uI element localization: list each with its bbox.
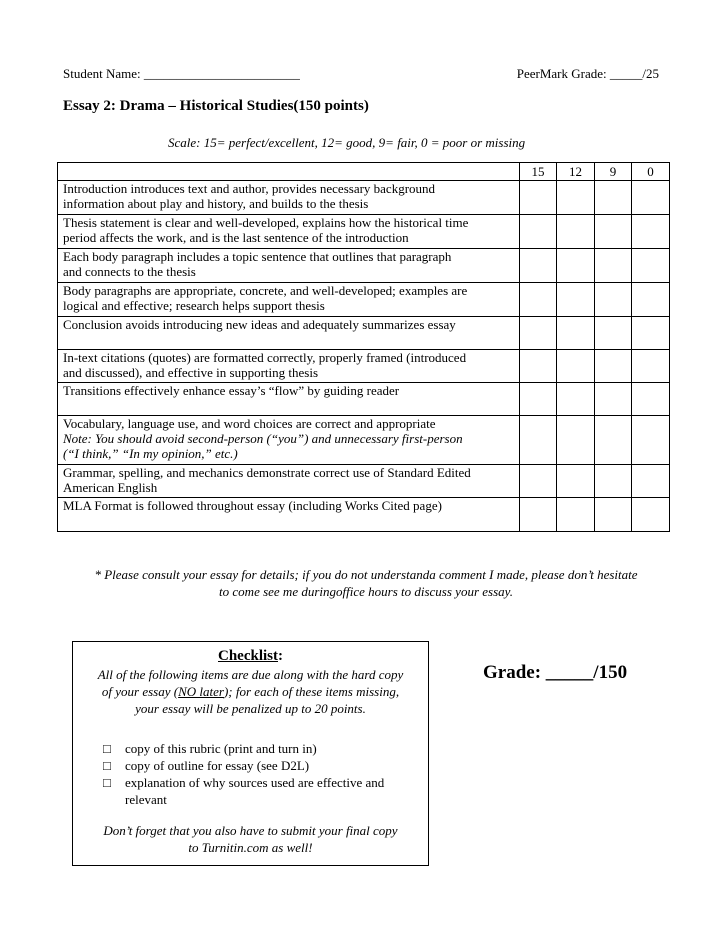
score-9-cell[interactable] [595, 215, 632, 249]
criterion-line: Grammar, spelling, and mechanics demonstrate correct use of Standard Edited [63, 465, 471, 480]
criterion-cell [58, 416, 520, 465]
criterion-cell [58, 465, 520, 498]
checklist-intro-line-2 [81, 683, 420, 700]
page-title: Essay 2: Drama – Historical Studies(150 points) [63, 98, 369, 114]
rubric-row [58, 416, 670, 465]
score-9-cell[interactable] [595, 283, 632, 317]
score-15-cell[interactable] [520, 498, 557, 532]
score-header-12: 12 [557, 163, 595, 181]
rubric-row [58, 350, 670, 383]
score-15-cell[interactable] [520, 283, 557, 317]
checkbox-icon: □ [103, 741, 111, 756]
criterion-line: period affects the work, and is the last sentence of the introduction [63, 230, 409, 245]
score-9-cell[interactable] [595, 465, 632, 498]
scale-legend: Scale: 15= perfect/excellent, 12= good, 9= fair, 0 = poor or missing [168, 135, 526, 150]
criterion-cell [58, 350, 520, 383]
checklist-footer-line-1: Don’t forget that you also have to submit your final copy [103, 823, 398, 838]
score-0-cell[interactable] [632, 249, 670, 283]
checklist-title [73, 648, 428, 665]
criterion-cell [58, 283, 520, 317]
checklist-intro-post: ); for each of these items missing, [223, 684, 400, 699]
rubric-row [58, 317, 670, 350]
score-0-cell[interactable] [632, 498, 670, 532]
score-9-cell[interactable] [595, 249, 632, 283]
score-12-cell[interactable] [557, 498, 595, 532]
score-15-cell[interactable] [520, 181, 557, 215]
checklist-footer-line-2: to Turnitin.com as well! [188, 840, 313, 855]
criteria-header-cell [58, 163, 520, 181]
score-15-cell[interactable] [520, 416, 557, 465]
score-0-cell[interactable] [632, 181, 670, 215]
criterion-line: logical and effective; research helps support thesis [63, 298, 325, 313]
checklist-item [103, 740, 420, 757]
criterion-cell [58, 383, 520, 416]
checklist-intro-pre: of your essay ( [101, 684, 179, 699]
criterion-line: MLA Format is followed throughout essay (including Works Cited page) [63, 498, 442, 513]
rubric-row [58, 215, 670, 249]
criterion-line: (“I think,” “In my opinion,” etc.) [63, 446, 238, 461]
score-12-cell[interactable] [557, 181, 595, 215]
checklist-intro [81, 666, 420, 717]
rubric-row [58, 249, 670, 283]
checklist-title-colon: : [278, 648, 283, 664]
score-9-cell[interactable] [595, 181, 632, 215]
score-9-cell[interactable] [595, 317, 632, 350]
checkbox-icon: □ [103, 775, 111, 790]
score-15-cell[interactable] [520, 215, 557, 249]
rubric-row [58, 498, 670, 532]
rubric-row [58, 465, 670, 498]
score-9-cell[interactable] [595, 498, 632, 532]
rubric-table [57, 162, 670, 532]
consult-note-line-1: * Please consult your essay for details; if you do not understanda comment I made, please don’t hesitate [94, 567, 638, 582]
criterion-line: and discussed), and effective in supporting thesis [63, 365, 319, 380]
score-12-cell[interactable] [557, 465, 595, 498]
criterion-line: Thesis statement is clear and well-developed, explains how the historical time [63, 215, 469, 230]
score-12-cell[interactable] [557, 416, 595, 465]
consult-note-line-2: to come see me duringoffice hours to discuss your essay. [219, 584, 513, 599]
score-0-cell[interactable] [632, 215, 670, 249]
score-15-cell[interactable] [520, 249, 557, 283]
checklist-item-label: copy of outline for essay (see D2L) [125, 758, 310, 773]
criterion-line: Body paragraphs are appropriate, concrete, and well-developed; examples are [63, 283, 468, 298]
checklist-items [103, 740, 420, 808]
rubric-row [58, 181, 670, 215]
score-15-cell[interactable] [520, 465, 557, 498]
score-12-cell[interactable] [557, 215, 595, 249]
score-0-cell[interactable] [632, 350, 670, 383]
checklist-item-label: explanation of why sources used are effective and relevant [125, 775, 385, 807]
score-0-cell[interactable] [632, 465, 670, 498]
score-15-cell[interactable] [520, 350, 557, 383]
checklist-item-label: copy of this rubric (print and turn in) [125, 741, 317, 756]
criterion-line: American English [63, 480, 158, 495]
rubric-row [58, 383, 670, 416]
criterion-line: Conclusion avoids introducing new ideas and adequately summarizes essay [63, 317, 456, 332]
rubric-row [58, 283, 670, 317]
score-0-cell[interactable] [632, 416, 670, 465]
score-15-cell[interactable] [520, 383, 557, 416]
no-later-emphasis: NO later [178, 684, 224, 699]
criterion-cell [58, 215, 520, 249]
score-12-cell[interactable] [557, 317, 595, 350]
score-12-cell[interactable] [557, 383, 595, 416]
checklist-intro-line-1: All of the following items are due along with the hard copy [97, 667, 404, 682]
student-name-field: Student Name: ________________________ [63, 66, 300, 81]
criterion-line: Vocabulary, language use, and word choices are correct and appropriate [63, 416, 436, 431]
checklist-intro-line-3: your essay will be penalized up to 20 points. [135, 701, 366, 716]
score-0-cell[interactable] [632, 317, 670, 350]
checklist-footer [81, 822, 420, 856]
score-12-cell[interactable] [557, 283, 595, 317]
criterion-line: information about play and history, and builds to the thesis [63, 196, 369, 211]
score-0-cell[interactable] [632, 283, 670, 317]
score-header-15: 15 [520, 163, 557, 181]
score-9-cell[interactable] [595, 350, 632, 383]
header-line [63, 66, 659, 82]
criterion-cell [58, 181, 520, 215]
checkbox-icon: □ [103, 758, 111, 773]
consult-note [60, 566, 672, 600]
criterion-line: Each body paragraph includes a topic sentence that outlines that paragraph [63, 249, 452, 264]
score-15-cell[interactable] [520, 317, 557, 350]
checklist-item [103, 774, 420, 808]
criterion-cell [58, 317, 520, 350]
score-12-cell[interactable] [557, 249, 595, 283]
score-9-cell[interactable] [595, 383, 632, 416]
checklist-box [72, 641, 429, 866]
checklist-item [103, 757, 420, 774]
criterion-line: Introduction introduces text and author, provides necessary background [63, 181, 436, 196]
score-header-0: 0 [632, 163, 670, 181]
score-0-cell[interactable] [632, 383, 670, 416]
score-9-cell[interactable] [595, 416, 632, 465]
criterion-line: and connects to the thesis [63, 264, 196, 279]
criterion-cell [58, 249, 520, 283]
score-header-9: 9 [595, 163, 632, 181]
peermark-grade-field: PeerMark Grade: _____/25 [516, 66, 659, 81]
criterion-line: In-text citations (quotes) are formatted correctly, properly framed (introduced [63, 350, 467, 365]
criterion-cell [58, 498, 520, 532]
rubric-header-row [58, 163, 670, 181]
criterion-line: Transitions effectively enhance essay’s “flow” by guiding reader [63, 383, 400, 398]
criterion-line: Note: You should avoid second-person (“you”) and unnecessary first-person [63, 431, 463, 446]
checklist-title-label: Checklist [218, 648, 278, 664]
score-12-cell[interactable] [557, 350, 595, 383]
total-grade-field: Grade: _____/150 [483, 662, 628, 683]
